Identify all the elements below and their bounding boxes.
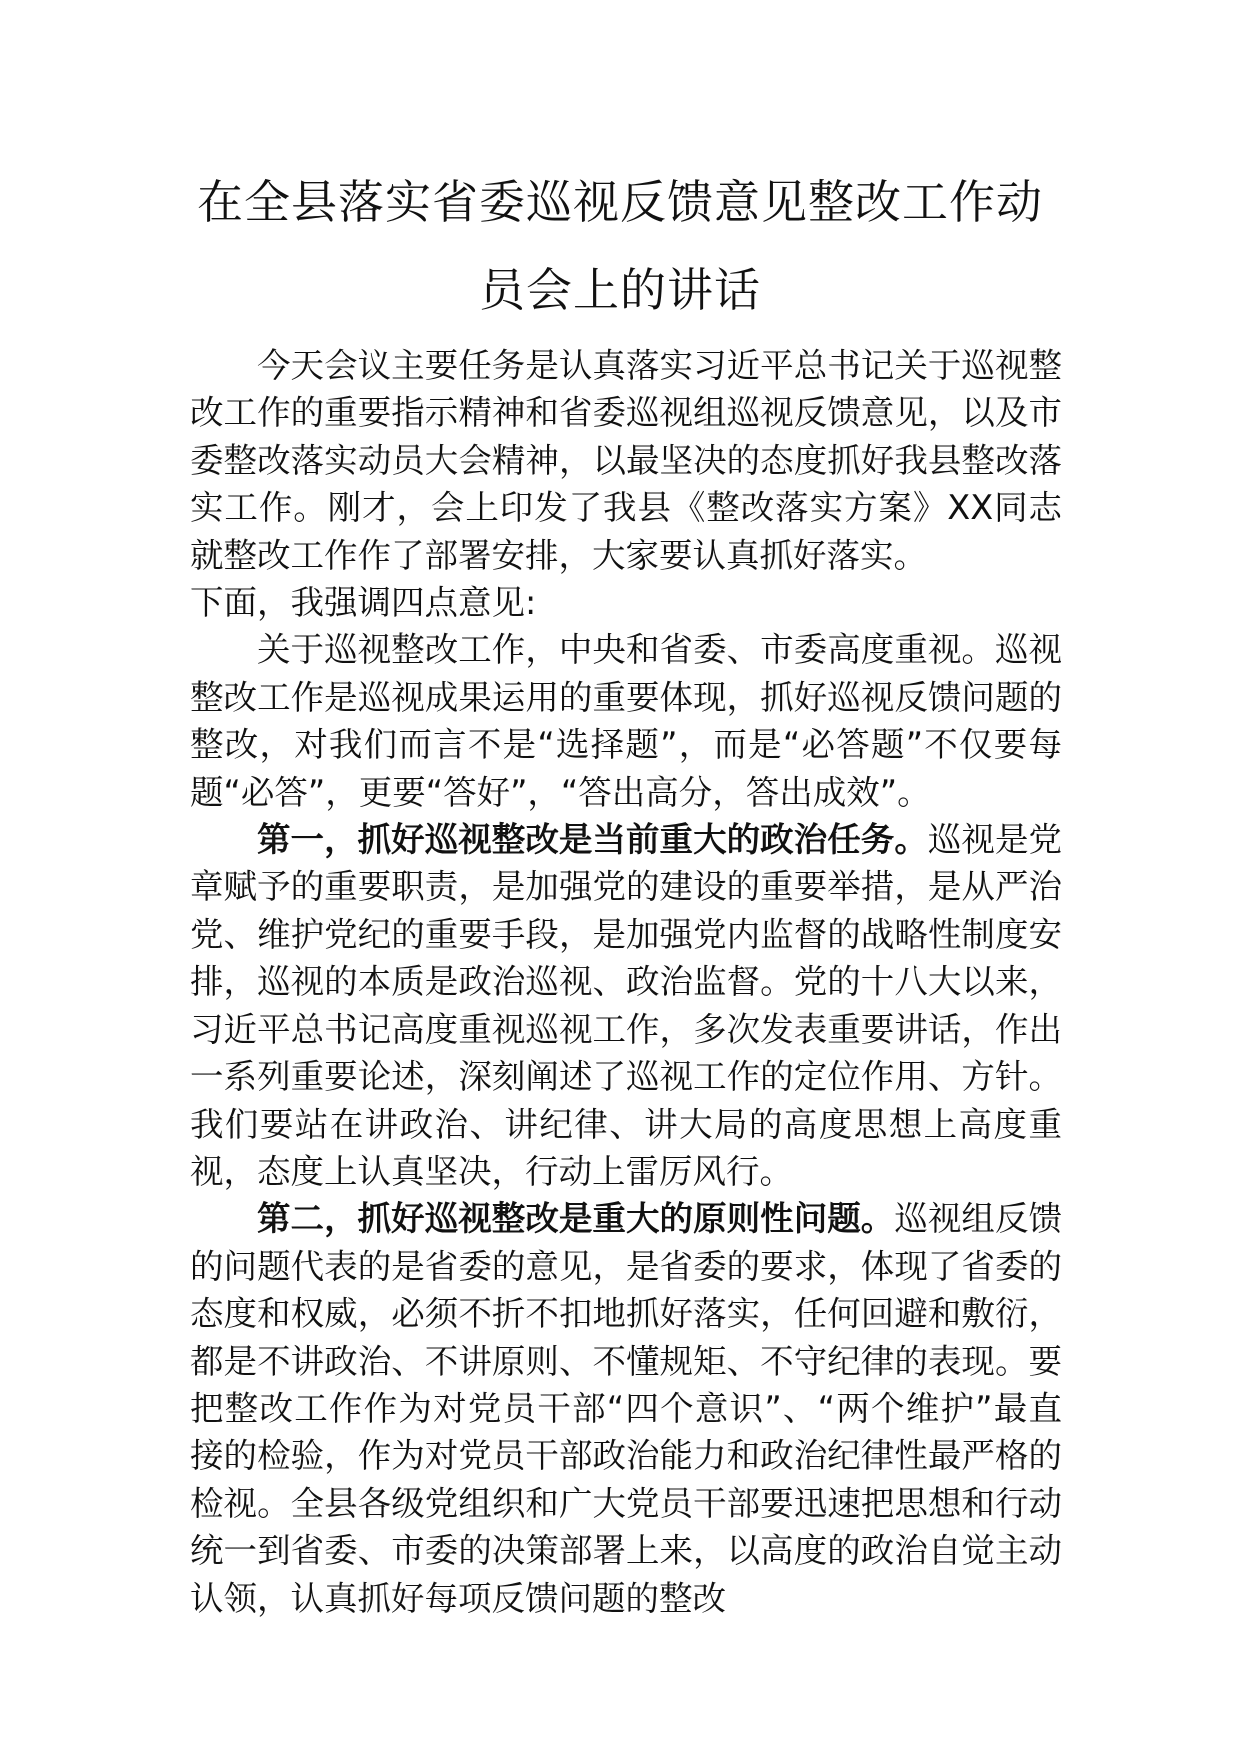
document-title-line-2: 员会上的讲话 bbox=[479, 263, 761, 317]
document-body bbox=[190, 342, 1062, 1622]
paragraph-text: 下面，我强调四点意见: bbox=[190, 583, 537, 623]
paragraph-text: 巡视组反馈的问题代表的是省委的意见，是省委的要求，体现了省委的态度和权威，必须不折不扣地抓好落实，任何回避和敷衍，都是不讲政治、不讲原则、不懂规矩、不守纪律的表现。要把整改工作作为对党员干部“四个意识”、“两个维护”最直接的检验，作为对党员干部政治能力和政治纪律性最严格的检视。全县各级党组织和广大党员干部要迅速把思想和行动统一到省委、市委的决策部署上来，以高度的政治自觉主动认领，认真抓好每项反馈问题的整改 bbox=[190, 1199, 1063, 1618]
paragraph-transition bbox=[190, 579, 1062, 626]
paragraph-lead-heading: 第二，抓好巡视整改是重大的原则性问题。 bbox=[257, 1199, 895, 1239]
paragraph-text: 关于巡视整改工作，中央和省委、市委高度重视。巡视整改工作是巡视成果运用的重要体现，抓好巡视反馈问题的整改，对我们而言不是“选择题”，而是“必答题”不仅要每题“必答”，更要“答好”，“答出高分，答出成效”。 bbox=[190, 630, 1062, 812]
paragraph-point-2 bbox=[190, 1195, 1062, 1622]
paragraph-text: 今天会议主要任务是认真落实习近平总书记关于巡视整改工作的重要指示精神和省委巡视组巡视反馈意见，以及市委整改落实动员大会精神，以最坚决的态度抓好我县整改落实工作。刚才，会上印发了我县《整改落实方案》XX同志就整改工作作了部署安排，大家要认真抓好落实。 bbox=[190, 346, 1062, 575]
paragraph-point-1 bbox=[190, 816, 1062, 1195]
paragraph-text: 巡视是党章赋予的重要职责，是加强党的建设的重要举措，是从严治党、维护党纪的重要手段，是加强党内监督的战略性制度安排，巡视的本质是政治巡视、政治监督。党的十八大以来，习近平总书记高度重视巡视工作，多次发表重要讲话，作出一系列重要论述，深刻阐述了巡视工作的定位作用、方针。我们要站在讲政治、讲纪律、讲大局的高度思想上高度重视，态度上认真坚决，行动上雷厉风行。 bbox=[190, 820, 1063, 1191]
document-title-line-1: 在全县落实省委巡视反馈意见整改工作动 bbox=[197, 175, 1043, 229]
paragraph-background bbox=[190, 626, 1062, 816]
paragraph-lead-heading: 第一，抓好巡视整改是当前重大的政治任务。 bbox=[257, 820, 928, 860]
paragraph-intro bbox=[190, 342, 1062, 579]
